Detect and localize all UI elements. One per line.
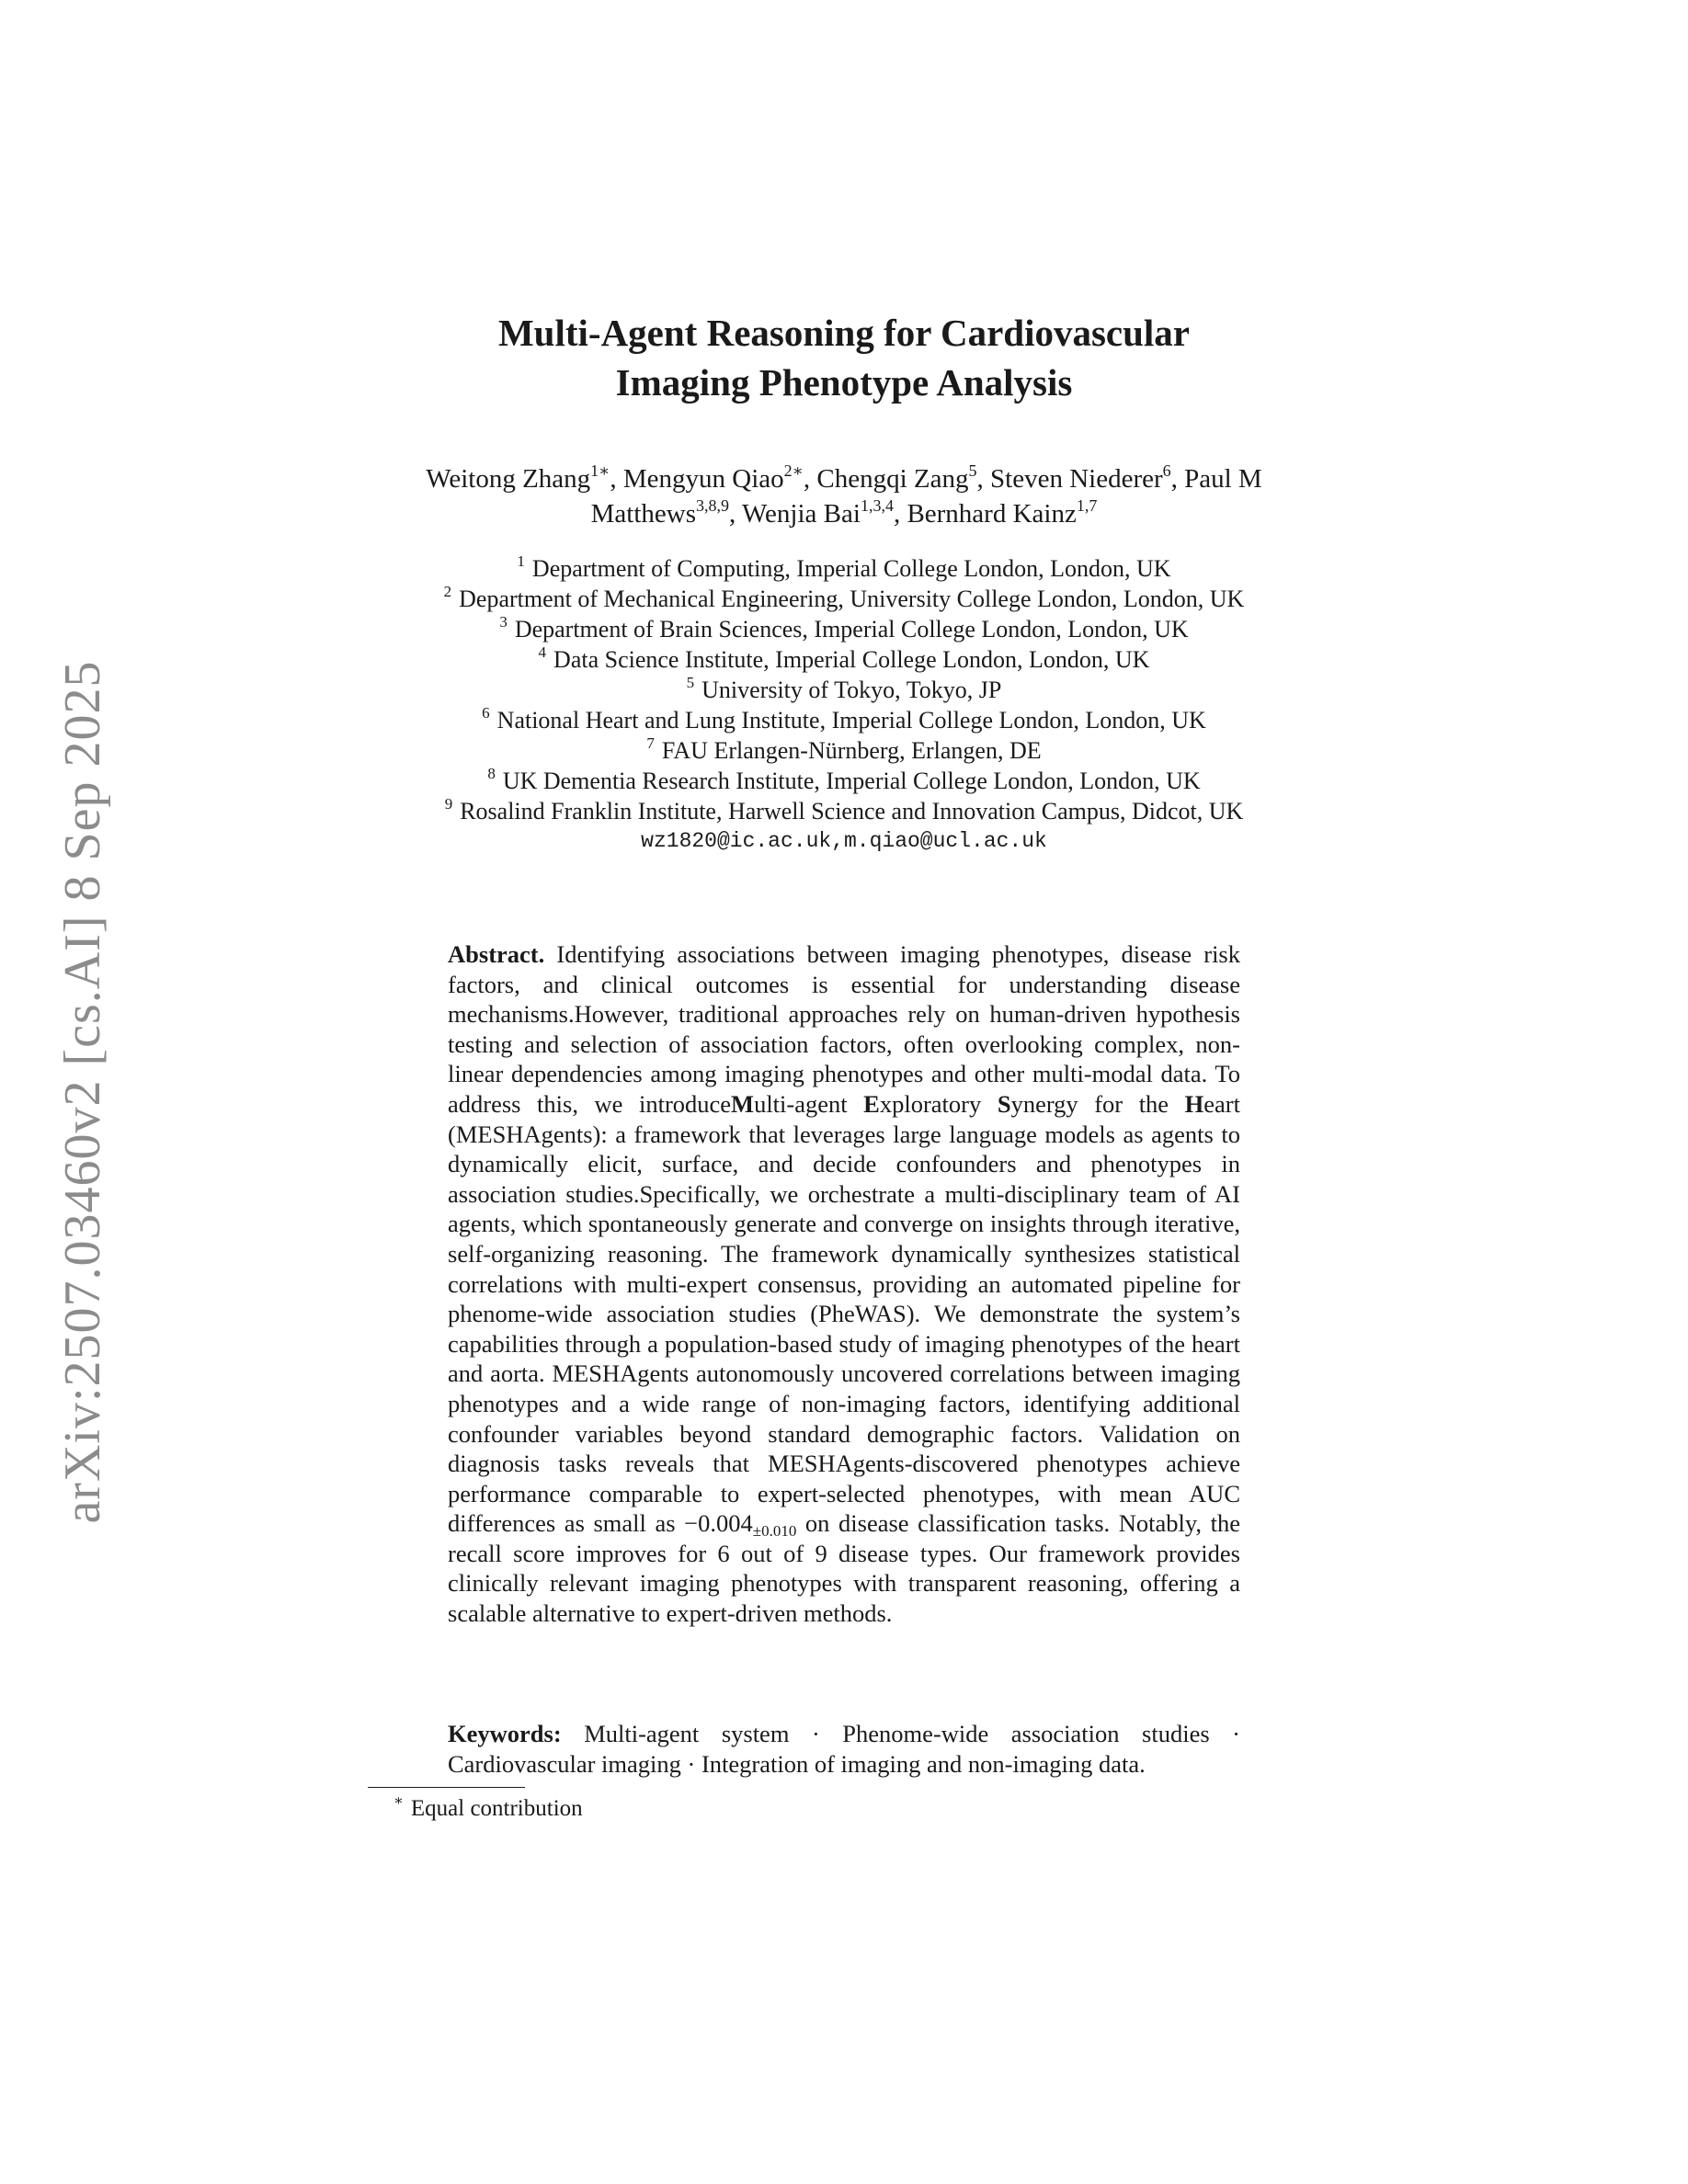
- author-name: Weitong Zhang: [426, 464, 591, 494]
- affiliation-item: $^6$ National Heart and Lung Institute, Imperial College London, London, UK: [482, 704, 1206, 734]
- affiliation-item: $^7$ FAU Erlangen-Nürnberg, Erlangen, DE: [646, 734, 1042, 764]
- author-affiliation-marker: 1∗: [590, 461, 610, 480]
- keywords-heading: Keywords:: [448, 1720, 562, 1747]
- footnote-marker: ∗: [393, 1793, 404, 1809]
- author-name: Wenjia Bai: [742, 499, 861, 529]
- author-affiliation-marker: 3,8,9: [696, 496, 730, 515]
- author-list: [0, 461, 1688, 531]
- author-name: Bernhard Kainz: [907, 499, 1077, 529]
- title-line-2: Imaging Phenotype Analysis: [615, 361, 1073, 404]
- author-name: Mengyun Qiao: [622, 464, 784, 494]
- keywords-section: [448, 1719, 1240, 1779]
- author-line-1: Weitong Zhang$^{1∗}$, Mengyun Qiao$^{2∗}$, Chengqi Zang$^5$, Steven Niederer$^6$, Paul M: [426, 461, 1262, 494]
- paper-title: [0, 308, 1688, 407]
- title-line-1: Multi-Agent Reasoning for Cardiovascular: [497, 312, 1190, 354]
- affiliation-item: $^9$ Rosalind Franklin Institute, Harwell Science and Innovation Campus, Didcot, UK: [444, 795, 1244, 825]
- author-affiliation-marker: 6: [1162, 461, 1171, 480]
- abstract-heading: Abstract.: [448, 940, 545, 968]
- abstract-paragraph: Abstract. Identifying associations between imaging phenotypes, disease risk factors, and clinical outcomes is essential for understanding disease mechanisms.However, traditional approaches rely on human-driven hypothesis testing and selection of association factors, often overlooking complex, non-linear dependencies among imaging phenotypes and other multi-modal data. To address this, we introduceMulti-agent Exploratory Synergy for the Heart (MESHAgents): a framework that leverages large language models as agents to dynamically elicit, surface, and decide confounders and phenotypes in association studies.Specifically, we orchestrate a multi-disciplinary team of AI agents, which spontaneously generate and converge on insights through iterative, self-organizing reasoning. The framework dynamically synthesizes statistical correlations with multi-expert consensus, providing an automated pipeline for phenome-wide association studies (PheWAS). We demonstrate the system’s capabilities through a population-based study of imaging phenotypes of the heart and aorta. MESHAgents autonomously uncovered correlations between imaging phenotypes and a wide range of non-imaging factors, identifying additional confounder variables beyond standard demographic factors. Validation on diagnosis tasks reveals that MESHAgents-discovered phenotypes achieve performance comparable to expert-selected phenotypes, with mean AUC differences as small as $-0.004_{\pm 0.010}$ on disease classification tasks. Notably, the recall score improves for 6 out of 9 disease types. Our framework provides clinically relevant imaging phenotypes with transparent reasoning, offering a scalable alternative to expert-driven methods.: [448, 940, 1240, 1628]
- author-name: Steven Niederer: [990, 464, 1163, 494]
- affiliation-item: $^5$ University of Tokyo, Tokyo, JP: [686, 674, 1002, 703]
- author-name: Matthews: [590, 499, 697, 529]
- author-affiliation-marker: 1,7: [1076, 496, 1098, 515]
- affiliation-item: $^4$ Data Science Institute, Imperial College London, London, UK: [538, 643, 1150, 673]
- auc-difference-value: −0.004: [684, 1509, 753, 1538]
- author-name: Chengqi Zang: [816, 464, 969, 494]
- affiliation-item: $^8$ UK Dementia Research Institute, Imperial College London, London, UK: [487, 765, 1201, 794]
- contact-emails[interactable]: wz1820@ic.ac.uk,m.qiao@ucl.ac.uk: [641, 829, 1047, 853]
- footnote: [393, 1794, 583, 1824]
- author-line-2: Matthews$^{3,8,9}$, Wenjia Bai$^{1,3,4}$, Bernhard Kainz$^{1,7}$: [590, 496, 1098, 529]
- arxiv-identifier-stamp: arXiv:2507.03460v2 [cs.AI] 8 Sep 2025: [54, 660, 111, 1524]
- abstract-section: [448, 939, 1240, 1629]
- footnote-text: Equal contribution: [410, 1796, 583, 1821]
- keywords-list: Multi-agent system · Phenome-wide association studies · Cardiovascular imaging · Integration of imaging and non-imaging data.: [448, 1720, 1241, 1778]
- author-name: Paul M: [1184, 464, 1262, 494]
- author-affiliation-marker: 1,3,4: [860, 496, 894, 515]
- author-affiliation-marker: 5: [968, 461, 977, 480]
- author-affiliation-marker: 2∗: [783, 461, 804, 480]
- affiliation-item: $^3$ Department of Brain Sciences, Imperial College London, London, UK: [499, 613, 1189, 643]
- affiliation-list: [0, 553, 1688, 857]
- affiliation-item: $^1$ Department of Computing, Imperial College London, London, UK: [517, 552, 1171, 582]
- affiliation-item: $^2$ Department of Mechanical Engineering, University College London, London, UK: [443, 583, 1245, 612]
- footnote-divider: [368, 1787, 525, 1788]
